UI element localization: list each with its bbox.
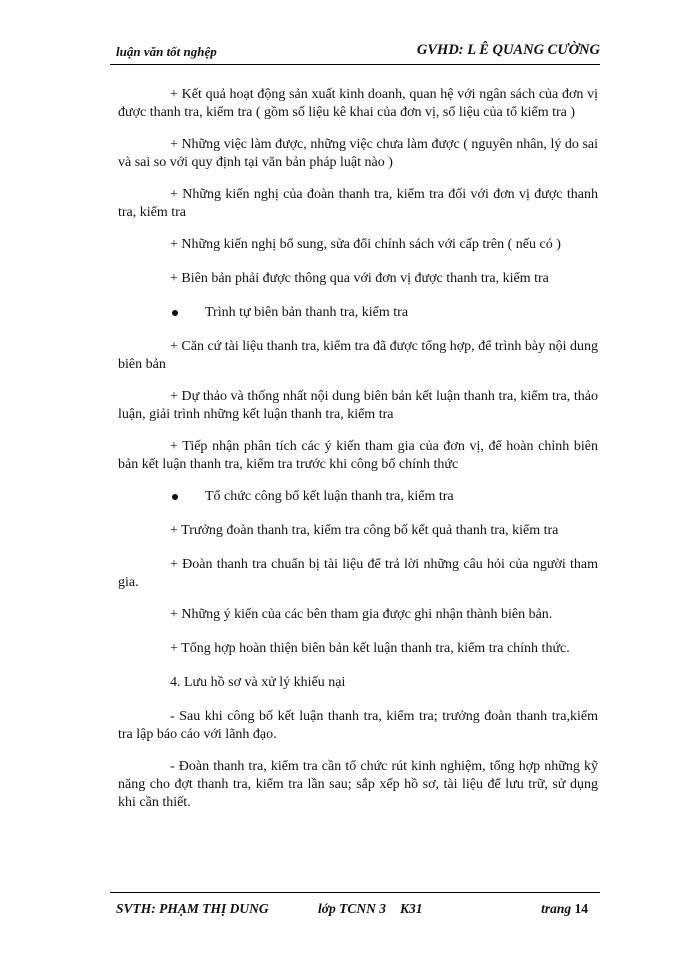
paragraph-draft-minutes: + Dự thảo và thống nhất nội dung biên bản kết luận thanh tra, kiểm tra, thảo luận, giải trình những kết luận thanh tra, kiểm tra (118, 389, 598, 422)
paragraph-prepare-answers: + Đoàn thanh tra chuẩn bị tài liệu để trả lời những câu hỏi của người tham gia. (118, 557, 598, 590)
header-advisor: GVHD: L Ê QUANG CƯỜNG (416, 42, 600, 58)
bullet-text: Tổ chức công bố kết luận thanh tra, kiểm tra (205, 489, 454, 504)
header-thesis-title: luận văn tốt nghệp (116, 44, 217, 59)
bullet-text: Trình tự biên bản thanh tra, kiểm tra (205, 305, 409, 320)
header-rule (110, 64, 600, 65)
footer-rule (110, 892, 600, 893)
paragraph-team-recommendations: + Những kiến nghị của đoàn thanh tra, kiểm tra đối với đơn vị được thanh tra, kiểm tra (118, 187, 598, 220)
paragraph-team-leader-announces: + Trưởng đoàn thanh tra, kiểm tra công bố kết quả thanh tra, kiểm tra (170, 523, 559, 538)
paragraph-minutes-approval: + Biên bản phải được thông qua với đơn vị được thanh tra, kiểm tra (170, 271, 549, 286)
paragraph-finalize-minutes: + Tổng hợp hoàn thiện biên bản kết luận thanh tra, kiểm tra chính thức. (170, 641, 570, 656)
footer-page (541, 901, 588, 917)
page-footer (110, 899, 600, 921)
bullet-dot-icon (172, 494, 178, 500)
bullet-announce-conclusions (118, 488, 598, 506)
paragraph-report-to-leadership: - Sau khi công bố kết luận thanh tra, kiểm tra; trưởng đoàn thanh tra,kiểm tra lập báo cáo với lãnh đạo. (118, 709, 598, 742)
footer-student: SVTH: PHẠM THỊ DUNG (116, 901, 269, 916)
page-number: 14 (574, 901, 588, 916)
paragraph-opinions-recorded: + Những ý kiến của các bên tham gia được ghi nhận thành biên bản. (170, 607, 553, 622)
footer-page-label: trang (541, 901, 572, 916)
paragraph-business-results: + Kết quả hoạt động sản xuất kinh doanh, quan hệ với ngân sách của đơn vị được thanh tra, kiểm tra ( gồm số liệu kê khai của đơn vị, số liệu của tổ kiểm tra ) (118, 87, 598, 120)
bullet-minutes-procedure (118, 304, 598, 322)
paragraph-work-done: + Những việc làm được, những việc chưa làm được ( nguyên nhân, lý do sai và sai so với quy định tại văn bản pháp luật nào ) (118, 137, 598, 170)
paragraph-based-on-documents: + Căn cứ tài liệu thanh tra, kiểm tra đã được tổng hợp, để trình bày nội dung biên bản (118, 339, 598, 372)
footer-class: lớp TCNN 3 (318, 901, 386, 916)
footer-course: K31 (400, 901, 423, 916)
bullet-dot-icon (172, 310, 178, 316)
paragraph-lessons-learned: - Đoàn thanh tra, kiểm tra cần tổ chức rút kinh nghiệm, tổng hợp những kỹ năng cho đợt thanh tra, kiểm tra lần sau; sắp xếp hồ sơ, tài liệu để lưu trữ, sử dụng khi cần thiết. (118, 759, 598, 810)
page-body (118, 86, 598, 826)
section-heading-archive-complaints: 4. Lưu hồ sơ và xử lý khiếu nại (170, 675, 346, 690)
paragraph-policy-recommendations: + Những kiến nghị bổ sung, sửa đổi chính sách với cấp trên ( nếu có ) (170, 237, 561, 252)
page-header (110, 42, 600, 64)
paragraph-receive-opinions: + Tiếp nhận phân tích các ý kiến tham gia của đơn vị, để hoàn chỉnh biên bản kết luận thanh tra, kiểm tra trước khi công bố chính thức (118, 439, 598, 472)
